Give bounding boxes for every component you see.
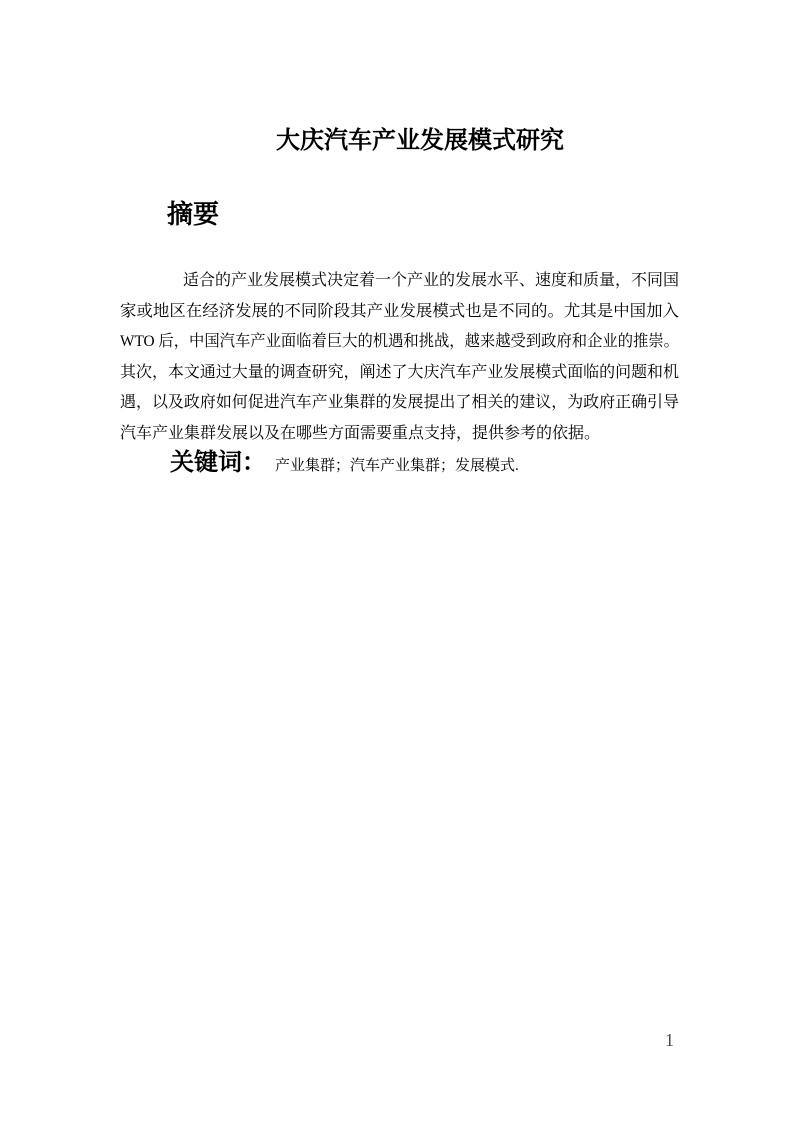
abstract-line-text: WTO 后，中国汽车产业面临着巨大的机遇和挑战，越来越受到政府和企业的推崇。 [120,333,679,350]
abstract-line-text: 适合的产业发展模式决定着一个产业的发展水平、速度和质量，不同国 [183,272,680,289]
abstract-line-text: 汽车产业集群发展以及在哪些方面需要重点支持，提供参考的依据。 [120,424,601,442]
abstract-heading: 摘要 [167,199,220,229]
keywords-text: 产业集群；汽车产业集群；发展模式. [275,458,519,474]
document-title: 大庆汽车产业发展模式研究 [276,127,564,154]
keywords-row [170,449,519,478]
abstract-line [120,358,679,389]
page-number: 1 [665,1030,674,1050]
abstract-line-text: 遇，以及政府如何促进汽车产业集群的发展提出了相关的建议，为政府正确引导 [120,394,680,411]
abstract-line [120,327,679,358]
abstract-line [120,297,679,328]
abstract-line-text: 其次，本文通过大量的调查研究，阐述了大庆汽车产业发展模式面临的问题和机 [120,363,680,381]
abstract-line-text: 家或地区在经济发展的不同阶段其产业发展模式也是不同的。尤其是中国加入 [120,302,679,320]
abstract-paragraph [120,266,679,449]
abstract-line [120,388,679,419]
abstract-line [120,419,679,450]
keywords-label: 关键词： [170,449,266,476]
abstract-line [120,266,679,297]
